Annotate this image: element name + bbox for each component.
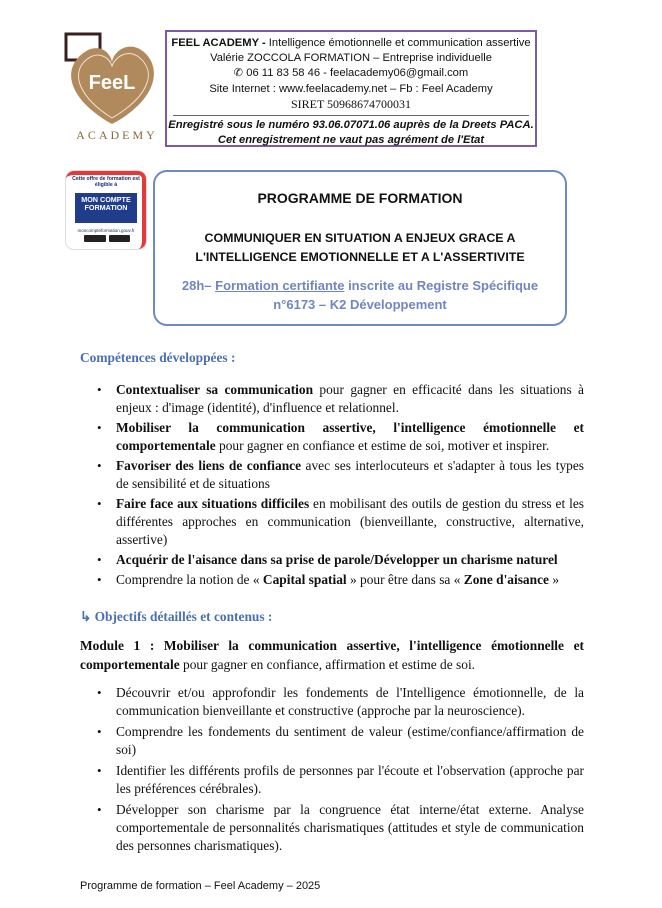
module-1-list [80,684,584,858]
header-divider [173,115,529,116]
list-item: • Contextualiser sa communication pour gagner en efficacité dans les situations à enjeux : d'image (identité), d'influence et relationnel. [80,381,584,417]
list-item: • Comprendre la notion de « Capital spatial » pour être dans sa « Zone d'aisance » [80,571,584,589]
header-website: Site Internet : www.feelacademy.net – Fb : Feel Academy [209,82,493,95]
list-item: • Faire face aux situations difficiles en mobilisant des outils de gestion du stress et les différentes approches en communication (bienveillante, constructive, alternative, assertive) [80,495,584,549]
list-item: • Comprendre les fondements du sentiment de valeur (estime/confiance/affirmation de soi) [80,723,584,759]
mcf-border-accent [66,171,146,249]
list-item: • Favoriser des liens de confiance avec ses interlocuteurs et s'adapter à tous les types de sensibilité et de situations [80,457,584,493]
company-header [165,30,537,147]
list-item: • Acquérir de l'aisance dans sa prise de parole/Développer un charisme naturel [80,551,584,569]
header-line1: FEEL ACADEMY - Intelligence émotionnelle et communication assertive [171,37,531,49]
program-title: PROGRAMME DE FORMATION [257,190,463,206]
header-registration-1: Enregistré sous le numéro 93.06.07071.06 auprès de la Dreets PACA. [168,119,534,132]
header-phone-email: ✆ 06 11 83 58 46 - feelacademy06@gmail.com [233,67,469,80]
header-registration-2: Cet enregistrement ne vaut pas agrément de l'Etat [217,134,485,147]
list-item: • Développer son charisme par la congruence état interne/état externe. Analyse comportementale de personnalités charismatiques (attitudes et style de communication des personnes charismatiques). [80,801,584,855]
mcf-site: moncompteformation.gouv.fr [77,228,135,233]
arrow-icon: ↳ [80,609,92,624]
competences-list [80,381,584,591]
mcf-logo: MON COMPTE FORMATION [75,193,137,223]
header-line2: Valérie ZOCCOLA FORMATION – Entreprise individuelle [210,52,492,65]
list-item: • Découvrir et/ou approfondir les fondements de l'Intelligence émotionnelle, de la communication bienveillante et constructive (approche par la neuroscience). [80,684,584,720]
program-certification: 28h– Formation certifiante inscrite au Registre Spécifique n°6173 – K2 Développement [181,278,539,312]
list-item: • Identifier les différents profils de personnes par l'écoute et l'observation (approche par les préférences cérébrales). [80,762,584,798]
program-subtitle: COMMUNIQUER EN SITUATION A ENJEUX GRACE A L'INTELLIGENCE EMOTIONNELLE ET A L'ASSERTIVITE [195,231,525,264]
program-title-box [153,170,567,326]
objectifs-heading: ↳ Objectifs détaillés et contenus : [80,609,273,624]
list-item: • Mobiliser la communication assertive, l'intelligence émotionnelle et comportementale pour gagner en confiance et estime de soi, motiver et inspirer. [80,419,584,455]
competences-heading: Compétences développées : [80,350,236,365]
mcf-caption: Cette offre de formation est éligible à [72,176,140,188]
module-1-title: Module 1 : Mobiliser la communication assertive, l'intelligence émotionnelle et comportementale pour gagner en confiance, affirmation et estime de soi. [80,638,584,672]
logo-academy-text: ACADEMY [76,128,158,142]
logo-word: FeeL [88,72,136,94]
page-footer: Programme de formation – Feel Academy – 2025 [80,880,321,892]
header-siret: SIRET 50968674700031 [290,96,412,111]
certification-link[interactable]: Formation certifiante [215,278,345,293]
